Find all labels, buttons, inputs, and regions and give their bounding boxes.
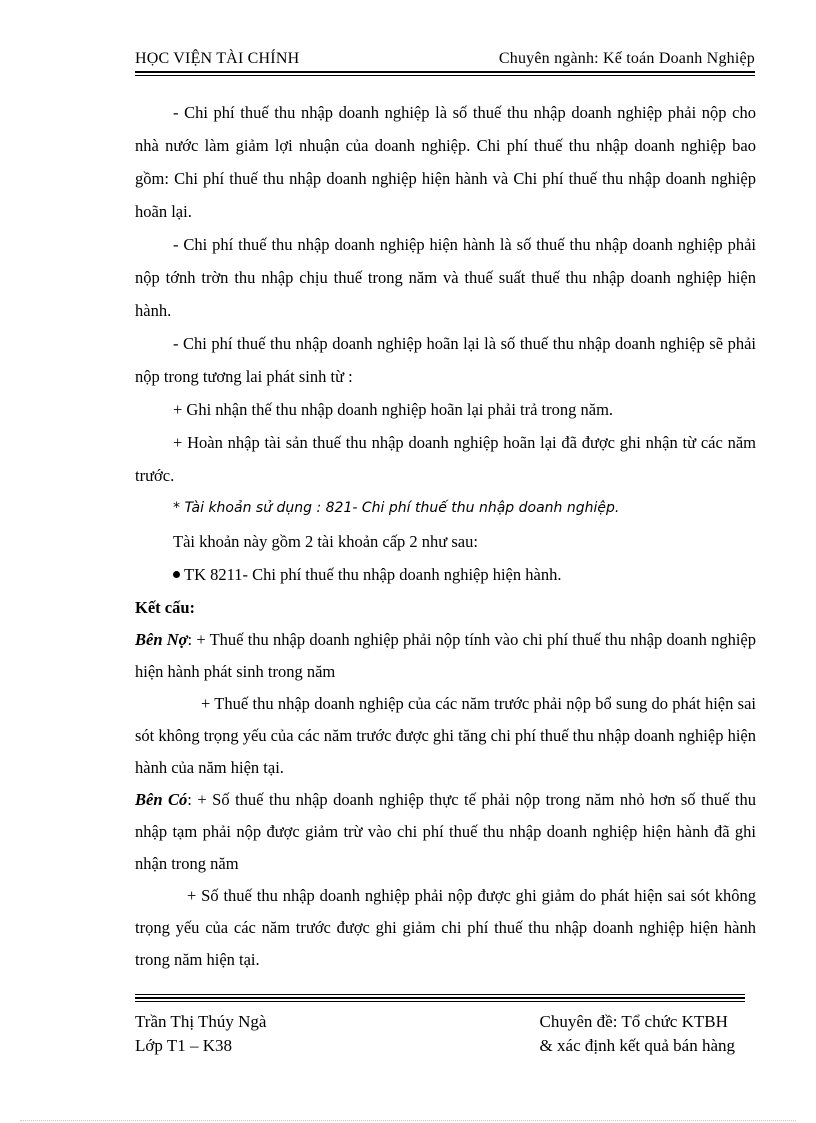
- page-header: [135, 50, 755, 68]
- page-bottom-border: [20, 1120, 796, 1121]
- paragraph-current-cost: - Chi phí thuế thu nhập doanh nghiệp hiện hành là số thuế thu nhập doanh nghiệp phải nộp tớnh trờn thu nhập chịu thuế trong năm và thuế suất thuế thu nhập doanh nghiệp hiện hành.: [135, 235, 756, 320]
- debit-side-1: [135, 624, 756, 688]
- footer-right: [540, 1010, 735, 1058]
- credit-label: Bên Có: [135, 790, 188, 809]
- footer-rule-middle: [135, 997, 745, 999]
- debit-text-1: : + Thuế thu nhập doanh nghiệp phải nộp tính vào chi phí thuế thu nhập doanh nghiệp hiện hành phát sinh trong năm: [135, 630, 756, 681]
- account-intro-line: Tài khoản này gồm 2 tài khoản cấp 2 như sau:: [173, 532, 478, 551]
- footer-rule-bottom: [135, 1001, 745, 1002]
- account-used-line: * Tài khoản sử dụng : 821- Chi phí thuế thu nhập doanh nghiệp.: [173, 500, 620, 516]
- paragraph-cost-definition: - Chi phí thuế thu nhập doanh nghiệp là số thuế thu nhập doanh nghiệp phải nộp cho nhà nước làm giảm lợi nhuận của doanh nghiệp. Chi phí thuế thu nhập doanh nghiệp bao gồm: Chi phí thuế thu nhập doanh nghiệp hiện hành và Chi phí thuế thu nhập doanh nghiệp hoãn lại.: [135, 103, 756, 221]
- paragraph-plus-2: + Hoàn nhập tài sản thuế thu nhập doanh nghiệp hoãn lại đã được ghi nhận từ các năm trước.: [135, 433, 756, 485]
- paragraph-plus-1: + Ghi nhận thế thu nhập doanh nghiệp hoãn lại phải trả trong năm.: [173, 400, 614, 419]
- document-body: [135, 96, 756, 976]
- debit-label: Bên Nợ: [135, 630, 188, 649]
- header-major: Chuyên ngành: Kế toán Doanh Nghiệp: [498, 50, 755, 67]
- footer-class: Lớp T1 – K38: [135, 1036, 232, 1055]
- bullet-text: TK 8211- Chi phí thuế thu nhập doanh nghiệp hiện hành.: [184, 565, 562, 584]
- footer-topic-2: & xác định kết quả bán hàng: [539, 1036, 735, 1055]
- credit-side-2: + Số thuế thu nhập doanh nghiệp phải nộp được ghi giảm do phát hiện sai sót không trọng yếu của các năm trước được ghi giảm chi phí thuế thu nhập doanh nghiệp hiện hành trong năm hiện tại.: [135, 886, 756, 969]
- debit-side-2: + Thuế thu nhập doanh nghiệp của các năm trước phải nộp bổ sung do phát hiện sai sót không trọng yếu của các năm trước được ghi tăng chi phí thuế thu nhập doanh nghiệp hiện hành của năm hiện tại.: [135, 694, 756, 777]
- footer-author: Trần Thị Thúy Ngà: [135, 1012, 267, 1031]
- structure-heading: Kết cấu:: [135, 598, 196, 617]
- page-footer: [135, 1010, 735, 1058]
- footer-left: [135, 1010, 266, 1058]
- header-rule-thin: [135, 75, 755, 76]
- bullet-dot-icon: [173, 571, 180, 578]
- paragraph-deferred-cost: - Chi phí thuế thu nhập doanh nghiệp hoãn lại là số thuế thu nhập doanh nghiệp sẽ phải nộp trong tương lai phát sinh từ :: [135, 334, 756, 386]
- header-institution: HỌC VIỆN TÀI CHÍNH: [135, 50, 300, 67]
- credit-side-1: [135, 784, 756, 880]
- bullet-item: [135, 558, 756, 591]
- header-rule: [135, 71, 755, 73]
- footer-rule-top: [135, 994, 745, 995]
- credit-text-1: : + Số thuế thu nhập doanh nghiệp thực tế phải nộp trong năm nhỏ hơn số thuế thu nhập tạm phải nộp được giảm trừ vào chi phí thuế thu nhập doanh nghiệp hiện hành đã ghi nhận trong năm: [135, 790, 756, 873]
- footer-topic-1: Chuyên đề: Tổ chức KTBH: [539, 1012, 728, 1031]
